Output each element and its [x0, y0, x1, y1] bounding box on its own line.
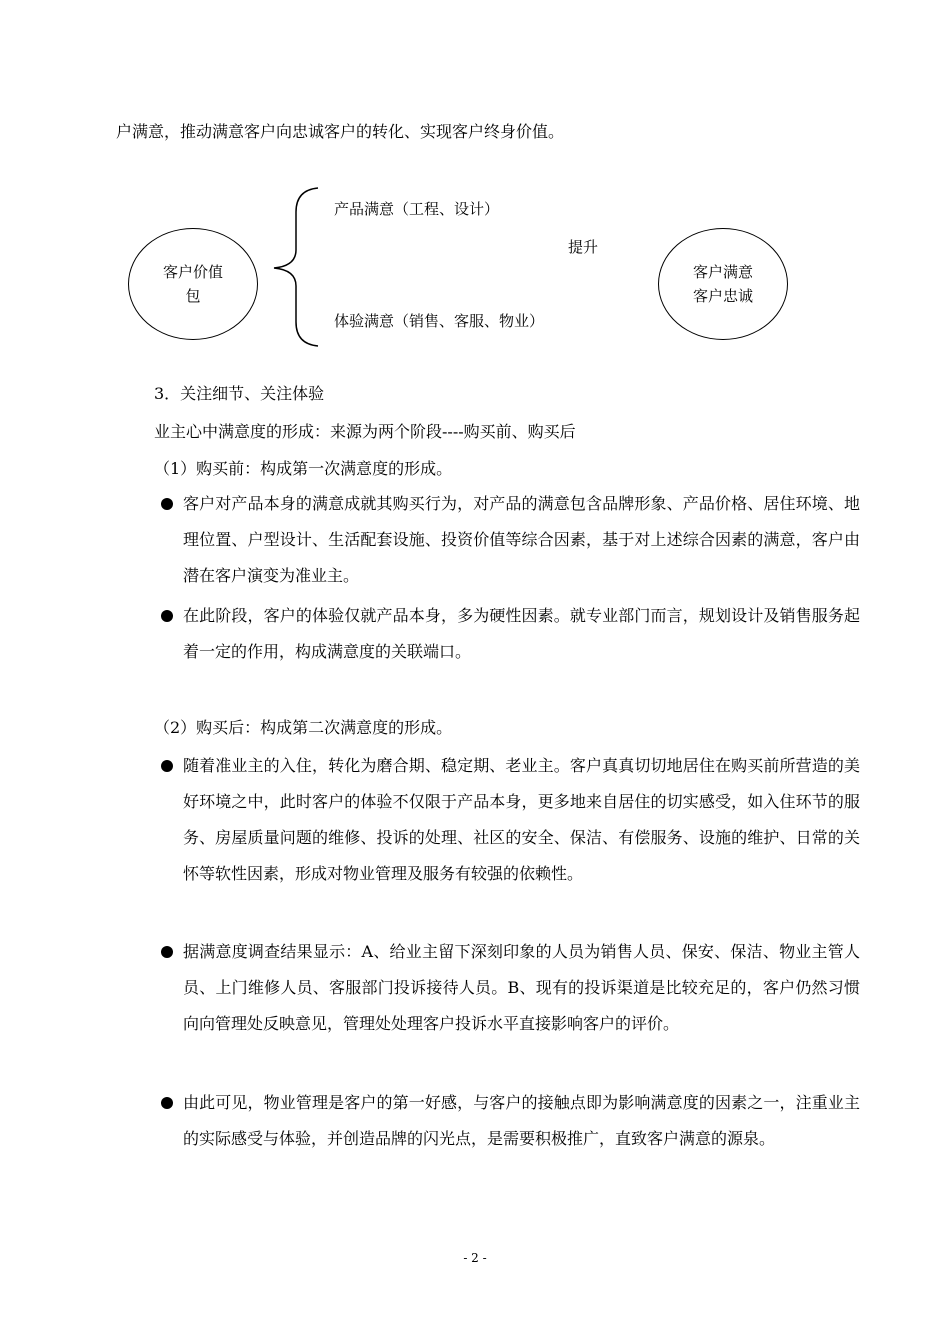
- right-oval-line2: 客户忠诚: [692, 287, 753, 305]
- left-oval-line1: 客户价值: [162, 263, 223, 281]
- branch-top-label: 产品满意（工程、设计）: [334, 200, 500, 218]
- customer-value-oval: [128, 228, 258, 340]
- intro-line: 户满意，推动满意客户向忠诚客户的转化、实现客户终身价值。: [116, 122, 565, 141]
- left-oval-line2: 包: [185, 287, 201, 305]
- arrow-label: 提升: [568, 238, 599, 256]
- bullet-icon: [160, 945, 174, 959]
- bullet-icon: [160, 497, 174, 511]
- stage2-bullet-3: 由此可见，物业管理是客户的第一好感，与客户的接触点即为影响满意度的因素之一，注重业主的实际感受与体验，并创造品牌的闪光点，是需要积极推广，直致客户满意的源泉。: [183, 1093, 860, 1148]
- bullet-icon: [160, 1096, 174, 1110]
- section-intro: 业主心中满意度的形成：来源为两个阶段----购买前、购买后: [154, 422, 576, 441]
- bullet-icon: [160, 759, 174, 773]
- branch-bottom-label: 体验满意（销售、客服、物业）: [334, 312, 545, 330]
- stage1-title: （1）购买前：构成第一次满意度的形成。: [154, 459, 453, 478]
- stage2-title: （2）购买后：构成第二次满意度的形成。: [154, 718, 453, 737]
- stage1-bullet-2: 在此阶段，客户的体验仅就产品本身，多为硬性因素。就专业部门而言，规划设计及销售服务起着一定的作用，构成满意度的关联端口。: [183, 606, 860, 661]
- stage1-bullet-1: 客户对产品本身的满意成就其购买行为，对产品的满意包含品牌形象、产品价格、居住环境、地理位置、户型设计、生活配套设施、投资价值等综合因素，基于对上述综合因素的满意，客户由潜在客户演变为准业主。: [183, 494, 860, 585]
- section-heading: 3．关注细节、关注体验: [154, 384, 325, 403]
- stage2-bullet-1: 随着准业主的入住，转化为磨合期、稳定期、老业主。客户真真切切地居住在购买前所营造的美好环境之中，此时客户的体验不仅限于产品本身，更多地来自居住的切实感受，如入住环节的服务、房屋质量问题的维修、投诉的处理、社区的安全、保洁、有偿服务、设施的维护、日常的关怀等软性因素，形成对物业管理及服务有较强的依赖性。: [183, 756, 860, 883]
- bullet-icon: [160, 609, 174, 623]
- page-number: - 2 -: [463, 1251, 487, 1265]
- customer-satisfaction-oval: [658, 228, 788, 340]
- stage2-bullet-2: 据满意度调查结果显示：A、给业主留下深刻印象的人员为销售人员、保安、保洁、物业主管人员、上门维修人员、客服部门投诉接待人员。B、现有的投诉渠道是比较充足的，客户仍然习惯向向管理处反映意见，管理处处理客户投诉水平直接影响客户的评价。: [183, 942, 860, 1033]
- right-oval-line1: 客户满意: [692, 263, 753, 281]
- curly-brace-icon: [266, 186, 326, 348]
